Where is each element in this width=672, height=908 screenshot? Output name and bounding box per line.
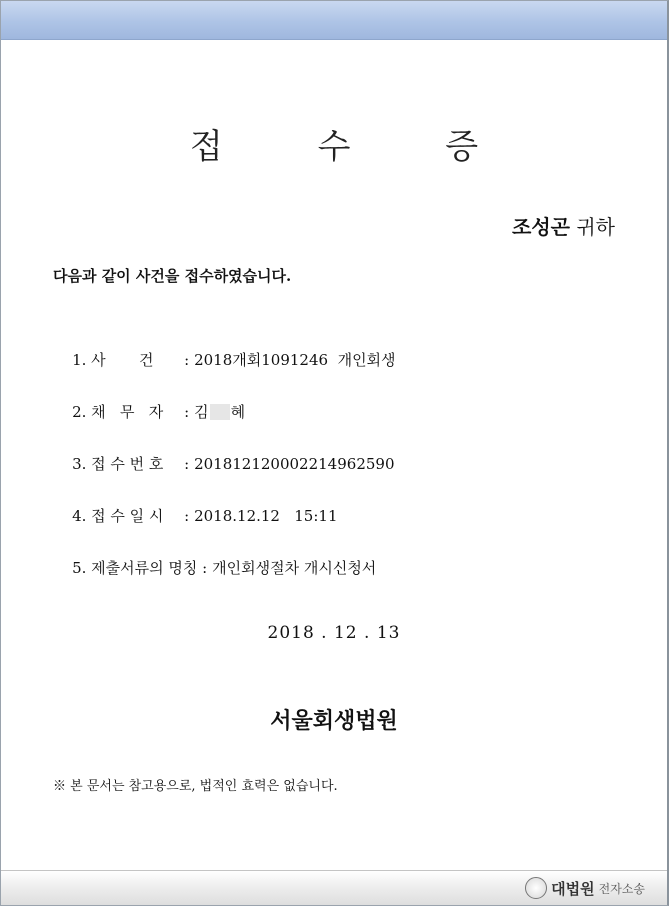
field-label: 4. 접 수 일 시: [72, 507, 164, 525]
redacted-block: [210, 404, 230, 420]
field-label: 1. 사 건: [72, 351, 154, 369]
field-label: 2. 채 무 자: [72, 403, 164, 421]
logo-main-text: 대법원: [551, 879, 595, 898]
court-name: 서울회생법원: [270, 708, 398, 734]
recipient: [512, 211, 615, 240]
debtor-name-first: 김: [194, 403, 209, 421]
recipient-suffix: 귀하: [576, 215, 615, 239]
field-value: 2018개회1091246 개인회생: [194, 351, 396, 369]
field-receipt-datetime: 4. 접 수 일 시 : 2018.12.12 15:11: [72, 507, 338, 525]
field-document-name: 5. 제출서류의 명칭 : 개인회생절차 개시신청서: [72, 559, 377, 577]
disclaimer-note: ※ 본 문서는 참고용으로, 법적인 효력은 없습니다.: [53, 779, 338, 794]
window-footer-bar: [1, 870, 667, 905]
field-receipt-number: 3. 접 수 번 호 : 20181212000221496259​0: [72, 455, 395, 473]
field-case: 1. 사 건 : 2018개회1091246 개인회생: [72, 351, 396, 369]
document-title: 접 수 증: [189, 127, 521, 167]
court-emblem-icon: [525, 877, 547, 899]
field-debtor: 2. 채 무 자 : 김 혜: [72, 403, 246, 421]
field-value: 20181212000221496259​0: [194, 455, 395, 473]
court-logo: [525, 877, 645, 899]
window-header-bar: [1, 1, 667, 40]
field-value: 2018.12.12 15:11: [194, 507, 338, 525]
debtor-name-last: 혜: [230, 403, 246, 421]
field-label: 5. 제출서류의 명칭: [72, 559, 198, 577]
logo-sub-text: 전자소송: [598, 881, 645, 896]
recipient-name: 조성곤: [512, 215, 570, 239]
intro-text: 다음과 같이 사건을 접수하였습니다.: [53, 267, 292, 285]
issue-date: 2018 . 12 . 13: [267, 623, 401, 643]
field-value: 개인회생절차 개시신청서: [212, 559, 377, 577]
field-label: 3. 접 수 번 호: [72, 455, 164, 473]
